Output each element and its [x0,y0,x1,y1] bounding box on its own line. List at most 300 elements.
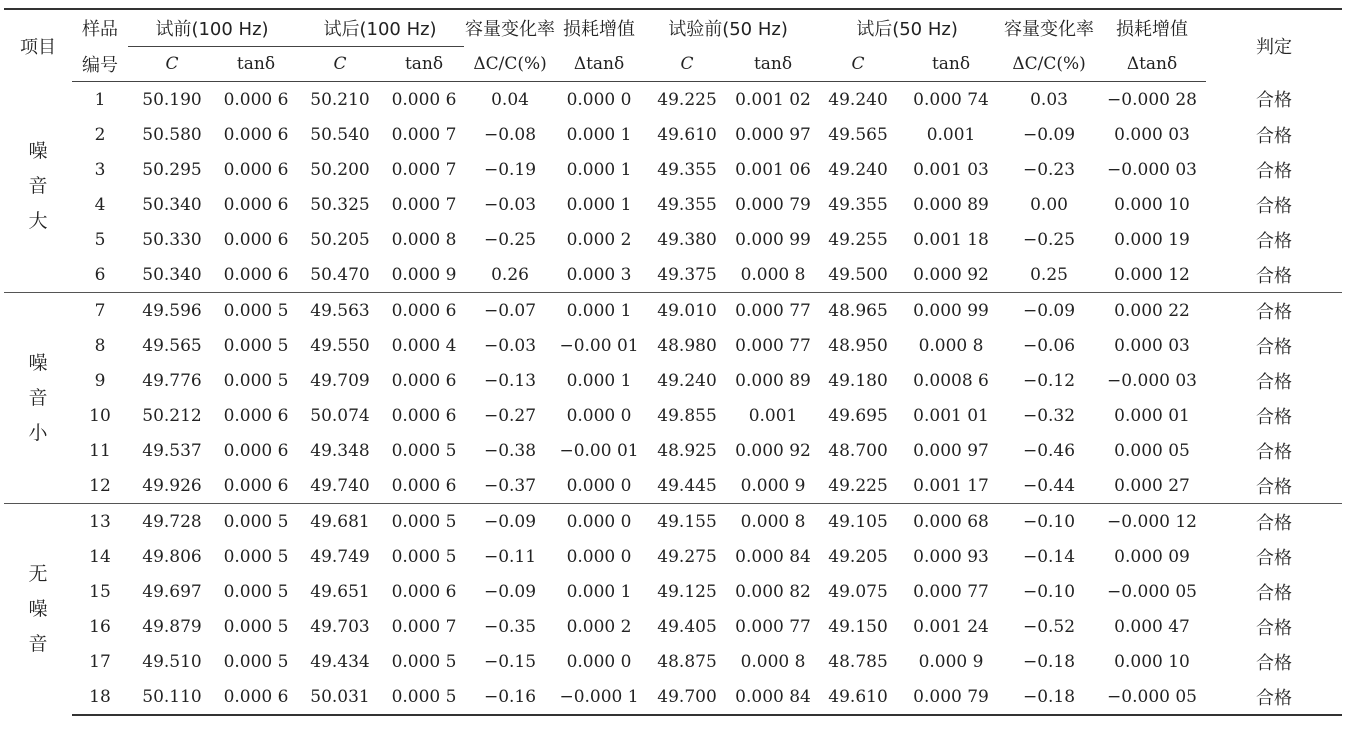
group-label [4,82,72,293]
value-cell: 49.434 [310,651,370,672]
value-cell: 49.565 [142,335,202,356]
value-cell: 0.000 10 [1114,194,1190,215]
value-cell: 49.610 [657,124,717,145]
value-cell: −0.07 [464,293,556,329]
value-cell: 50.295 [142,159,202,180]
verdict-cell: 合格 [1256,265,1293,287]
verdict-cell: 合格 [1256,336,1293,358]
value-cell: 49.926 [142,475,202,496]
value-cell: 0.001 17 [913,475,989,496]
value-cell: 0.000 77 [735,335,811,356]
verdict-cell: 合格 [1256,406,1293,428]
sample-no-cell: 4 [94,194,106,215]
value-cell: 49.537 [142,440,202,461]
table-row [4,504,1342,540]
value-cell: −0.38 [483,440,537,461]
value-cell: −0.09 [1000,293,1098,329]
value-cell: 0.000 0 [566,546,632,567]
value-cell: 0.000 5 [216,504,296,540]
value-cell: 50.580 [142,124,202,145]
value-cell: 0.000 5 [391,440,457,461]
verdict-cell: 合格 [1256,652,1293,674]
value-cell: 0.000 7 [391,124,457,145]
table-row [4,152,1342,187]
value-cell: 49.150 [828,616,888,637]
value-cell: 0.001 [748,405,798,426]
value-cell: −0.000 12 [1098,504,1206,540]
value-cell: 50.212 [142,405,202,426]
value-cell: −0.11 [483,546,537,567]
value-cell: 49.681 [296,504,384,540]
group-label-char: 音 [28,386,48,409]
value-cell: 50.470 [310,264,370,285]
value-cell: −0.03 [483,335,537,356]
value-cell: 0.000 6 [223,264,289,285]
value-cell: 0.000 5 [223,581,289,602]
table-row [4,539,1342,574]
value-cell: −0.000 03 [1107,370,1197,391]
value-cell: 0.000 05 [1114,440,1190,461]
value-cell: −0.15 [483,651,537,672]
value-cell: 0.000 1 [566,124,632,145]
header-after-100hz: 试后(100 Hz) [296,9,464,47]
value-cell: −0.06 [1022,335,1076,356]
value-cell: −0.000 05 [1107,581,1197,602]
value-cell: 50.074 [310,405,370,426]
value-cell: 0.000 68 [902,504,1000,540]
value-cell: 0.001 18 [913,229,989,250]
sample-no-cell: 17 [89,651,111,672]
value-cell: 49.445 [657,475,717,496]
value-cell: 50.031 [296,679,384,715]
value-cell: 49.879 [142,616,202,637]
value-cell: 49.695 [828,405,888,426]
subheader-c: C [642,47,732,82]
subheader-tan: tanδ [732,47,814,82]
subheader-delta-tan: Δtanδ [556,47,642,82]
value-cell: 0.000 79 [735,194,811,215]
value-cell: 0.000 97 [735,124,811,145]
value-cell: −0.000 1 [556,679,642,715]
value-cell: 50.190 [142,89,202,110]
sample-no-cell: 7 [72,293,128,329]
value-cell: −0.10 [1022,581,1076,602]
value-cell: 0.000 6 [384,293,464,329]
table-row [4,117,1342,152]
value-cell: 0.04 [491,89,529,110]
verdict-cell: 合格 [1256,90,1293,112]
value-cell: −0.09 [464,504,556,540]
value-cell: 0.000 8 [391,229,457,250]
table-row [4,257,1342,293]
value-cell: 49.700 [642,679,732,715]
value-cell: 0.000 92 [735,440,811,461]
value-cell: 0.000 77 [732,293,814,329]
value-cell: 0.000 7 [391,194,457,215]
table-row [4,293,1342,329]
value-cell: 0.000 2 [566,229,632,250]
value-cell: 49.355 [657,194,717,215]
value-cell: 0.000 5 [216,293,296,329]
value-cell: 0.000 93 [913,546,989,567]
verdict-cell: 合格 [1256,160,1293,182]
value-cell: 0.001 06 [735,159,811,180]
value-cell: 0.000 8 [740,651,806,672]
value-cell: 0.000 1 [566,159,632,180]
table-row [4,574,1342,609]
sample-no-cell: 1 [94,89,106,110]
value-cell: 0.00 [1030,194,1068,215]
header-loss-increase-1: 损耗增值 [556,9,642,47]
value-cell: −0.19 [483,159,537,180]
table-row [4,679,1342,715]
value-cell: 50.540 [310,124,370,145]
value-cell: 0.000 6 [223,229,289,250]
value-cell: 0.000 9 [740,475,806,496]
value-cell: 0.000 6 [391,405,457,426]
value-cell: 0.03 [1030,89,1068,110]
header-loss-increase-2: 损耗增值 [1098,9,1206,47]
value-cell: 0.001 24 [913,616,989,637]
value-cell: 49.255 [828,229,888,250]
sample-no-cell: 3 [94,159,106,180]
group-label-char: 噪 [28,351,48,374]
value-cell: 0.000 3 [566,264,632,285]
value-cell: 0.000 99 [902,293,1000,329]
value-cell: 0.000 7 [391,616,457,637]
value-cell: 0.000 6 [223,405,289,426]
value-cell: −0.10 [1000,504,1098,540]
value-cell: 48.700 [828,440,888,461]
group-label [4,504,72,716]
group-label-char: 大 [28,210,48,233]
value-cell: 0.000 12 [1114,264,1190,285]
value-cell: −0.46 [1022,440,1076,461]
value-cell: 0.000 0 [566,405,632,426]
value-cell: 0.000 03 [1114,124,1190,145]
value-cell: 0.25 [1030,264,1068,285]
verdict-cell: 合格 [1256,617,1293,639]
table-row [4,433,1342,468]
subheader-tan: tanδ [216,47,296,82]
value-cell: −0.00 01 [559,440,639,461]
value-cell: 49.806 [142,546,202,567]
value-cell: 49.205 [828,546,888,567]
value-cell: 0.000 6 [391,475,457,496]
value-cell: 0.000 0 [566,475,632,496]
header-capacity-change-1: 容量变化率 [464,9,556,47]
verdict-cell: 合格 [1256,371,1293,393]
value-cell: 0.000 5 [223,335,289,356]
value-cell: 0.000 1 [566,370,632,391]
value-cell: 0.001 01 [913,405,989,426]
value-cell: 49.155 [642,504,732,540]
value-cell: 49.855 [657,405,717,426]
value-cell: 0.001 02 [735,89,811,110]
value-cell: −0.16 [464,679,556,715]
value-cell: 0.000 82 [735,581,811,602]
value-cell: 0.000 6 [216,679,296,715]
value-cell: 0.000 10 [1114,651,1190,672]
value-cell: 0.000 9 [391,264,457,285]
header-after-50hz: 试后(50 Hz) [814,9,1000,47]
value-cell: 49.225 [828,475,888,496]
table-row [4,468,1342,504]
value-cell: 49.240 [657,370,717,391]
value-cell: 0.26 [491,264,529,285]
value-cell: 49.500 [828,264,888,285]
value-cell: 49.749 [310,546,370,567]
value-cell: 0.000 5 [384,504,464,540]
subheader-tan: tanδ [902,47,1000,82]
value-cell: 49.776 [142,370,202,391]
value-cell: −0.09 [483,581,537,602]
value-cell: −0.18 [1022,651,1076,672]
value-cell: 49.225 [657,89,717,110]
group-label-char: 音 [28,633,48,655]
verdict-cell: 合格 [1256,476,1293,498]
table-row [4,609,1342,644]
table-row [4,222,1342,257]
value-cell: 0.000 5 [223,616,289,637]
value-cell: 0.000 8 [740,264,806,285]
value-cell: 0.001 03 [913,159,989,180]
value-cell: 0.000 6 [391,89,457,110]
value-cell: 49.240 [828,89,888,110]
value-cell: 49.125 [657,581,717,602]
value-cell: 49.565 [828,124,888,145]
value-cell: 0.000 0 [566,651,632,672]
value-cell: 49.563 [296,293,384,329]
subheader-c: C [814,47,902,82]
sample-no-cell: 13 [72,504,128,540]
value-cell: 0.000 4 [391,335,457,356]
value-cell: 0.000 6 [223,124,289,145]
value-cell: 0.000 8 [732,504,814,540]
group-label [4,293,72,504]
value-cell: 0.000 5 [223,370,289,391]
sample-no-cell: 18 [72,679,128,715]
value-cell: 0.000 0 [556,504,642,540]
test-results-table [4,8,1342,716]
value-cell: 0.000 77 [735,616,811,637]
value-cell: −0.25 [483,229,537,250]
value-cell: −0.23 [1022,159,1076,180]
value-cell: 49.596 [128,293,216,329]
table-row [4,328,1342,363]
value-cell: −0.000 05 [1098,679,1206,715]
value-cell: 49.355 [828,194,888,215]
value-cell: 0.000 2 [566,616,632,637]
value-cell: 49.728 [128,504,216,540]
value-cell: −0.27 [483,405,537,426]
value-cell: 0.000 0 [566,89,632,110]
value-cell: 49.550 [310,335,370,356]
sample-no-cell: 5 [94,229,106,250]
value-cell: 50.340 [142,264,202,285]
table-body [4,82,1342,716]
value-cell: 0.000 97 [913,440,989,461]
value-cell: 50.110 [128,679,216,715]
value-cell: 0.0008 6 [913,370,989,391]
value-cell: 50.210 [310,89,370,110]
value-cell: 0.000 09 [1114,546,1190,567]
value-cell: 0.000 5 [391,546,457,567]
header-verdict: 判定 [1206,9,1342,82]
value-cell: 0.000 74 [913,89,989,110]
value-cell: 0.000 6 [223,159,289,180]
value-cell: 49.375 [657,264,717,285]
value-cell: 49.105 [814,504,902,540]
value-cell: 49.180 [828,370,888,391]
value-cell: 0.000 6 [223,440,289,461]
value-cell: 50.330 [142,229,202,250]
value-cell: 0.000 22 [1098,293,1206,329]
verdict-cell: 合格 [1256,230,1293,252]
value-cell: 48.785 [828,651,888,672]
header-before-50hz: 试验前(50 Hz) [642,9,814,47]
header-sample-no-line2: 编号 [72,47,128,82]
group-label-char: 小 [28,421,48,444]
verdict-cell: 合格 [1206,679,1342,715]
subheader-delta-tan: Δtanδ [1098,47,1206,82]
group-label-char: 无 [28,563,48,585]
value-cell: 0.000 89 [913,194,989,215]
sample-no-cell: 6 [94,264,106,285]
group-label-char: 噪 [28,598,48,620]
value-cell: 49.405 [657,616,717,637]
value-cell: 0.000 5 [391,651,457,672]
value-cell: 0.001 [926,124,976,145]
value-cell: −0.25 [1022,229,1076,250]
value-cell: −0.35 [483,616,537,637]
value-cell: 49.709 [310,370,370,391]
value-cell: −0.14 [1022,546,1076,567]
table-row [4,187,1342,222]
verdict-cell: 合格 [1256,441,1293,463]
value-cell: 0.000 92 [913,264,989,285]
value-cell: 0.000 6 [223,475,289,496]
subheader-delta-c: ΔC/C(%) [1000,47,1098,82]
header-item: 项目 [4,9,72,82]
value-cell: 49.610 [814,679,902,715]
value-cell: 0.000 6 [391,581,457,602]
value-cell: 49.075 [828,581,888,602]
value-cell: 0.000 79 [902,679,1000,715]
value-cell: 0.000 27 [1114,475,1190,496]
sample-no-cell: 11 [89,440,111,461]
value-cell: 50.200 [310,159,370,180]
value-cell: 0.000 8 [918,335,984,356]
verdict-cell: 合格 [1256,582,1293,604]
table-header [4,9,1342,82]
sample-no-cell: 8 [94,335,106,356]
value-cell: 49.697 [142,581,202,602]
value-cell: 0.000 1 [566,194,632,215]
value-cell: 0.000 84 [735,546,811,567]
value-cell: 49.240 [828,159,888,180]
verdict-cell: 合格 [1256,547,1293,569]
value-cell: 0.000 03 [1114,335,1190,356]
value-cell: −0.13 [483,370,537,391]
value-cell: 0.000 6 [391,370,457,391]
header-sample-no: 样品 [72,9,128,47]
value-cell: 0.000 89 [735,370,811,391]
header-before-100hz: 试前(100 Hz) [128,9,296,47]
value-cell: −0.08 [483,124,537,145]
value-cell: −0.52 [1022,616,1076,637]
value-cell: 0.000 7 [391,159,457,180]
verdict-cell: 合格 [1256,125,1293,147]
value-cell: 49.740 [310,475,370,496]
value-cell: 0.000 6 [223,89,289,110]
value-cell: 0.000 01 [1114,405,1190,426]
value-cell: 49.275 [657,546,717,567]
value-cell: 49.703 [310,616,370,637]
value-cell: 49.510 [142,651,202,672]
table-row [4,363,1342,398]
verdict-cell: 合格 [1256,195,1293,217]
value-cell: −0.000 28 [1107,89,1197,110]
value-cell: 49.348 [310,440,370,461]
value-cell: −0.44 [1022,475,1076,496]
verdict-cell: 合格 [1206,293,1342,329]
value-cell: 48.875 [657,651,717,672]
value-cell: 0.000 77 [913,581,989,602]
value-cell: 49.355 [657,159,717,180]
value-cell: 0.000 47 [1114,616,1190,637]
value-cell: 49.651 [310,581,370,602]
value-cell: 0.000 5 [223,546,289,567]
value-cell: 0.000 84 [732,679,814,715]
value-cell: 48.980 [657,335,717,356]
value-cell: 50.340 [142,194,202,215]
value-cell: −0.000 03 [1107,159,1197,180]
table-row [4,82,1342,118]
value-cell: −0.12 [1022,370,1076,391]
value-cell: −0.18 [1000,679,1098,715]
sample-no-cell: 15 [89,581,111,602]
value-cell: 0.000 5 [223,651,289,672]
value-cell: −0.03 [483,194,537,215]
value-cell: 0.000 9 [918,651,984,672]
sample-no-cell: 16 [89,616,111,637]
table-row [4,398,1342,433]
verdict-cell: 合格 [1206,504,1342,540]
value-cell: −0.32 [1022,405,1076,426]
subheader-tan: tanδ [384,47,464,82]
subheader-c: C [128,47,216,82]
sample-no-cell: 2 [94,124,106,145]
value-cell: 0.000 6 [223,194,289,215]
sample-no-cell: 9 [94,370,106,391]
value-cell: 48.925 [657,440,717,461]
sample-no-cell: 12 [89,475,111,496]
value-cell: 50.325 [310,194,370,215]
header-capacity-change-2: 容量变化率 [1000,9,1098,47]
value-cell: 48.950 [828,335,888,356]
value-cell: −0.09 [1022,124,1076,145]
group-label-char: 音 [28,175,48,198]
value-cell: 50.205 [310,229,370,250]
sample-no-cell: 10 [89,405,111,426]
subheader-c: C [296,47,384,82]
value-cell: 49.010 [642,293,732,329]
sample-no-cell: 14 [89,546,111,567]
value-cell: 0.000 1 [566,581,632,602]
value-cell: −0.37 [483,475,537,496]
value-cell: 0.000 5 [384,679,464,715]
